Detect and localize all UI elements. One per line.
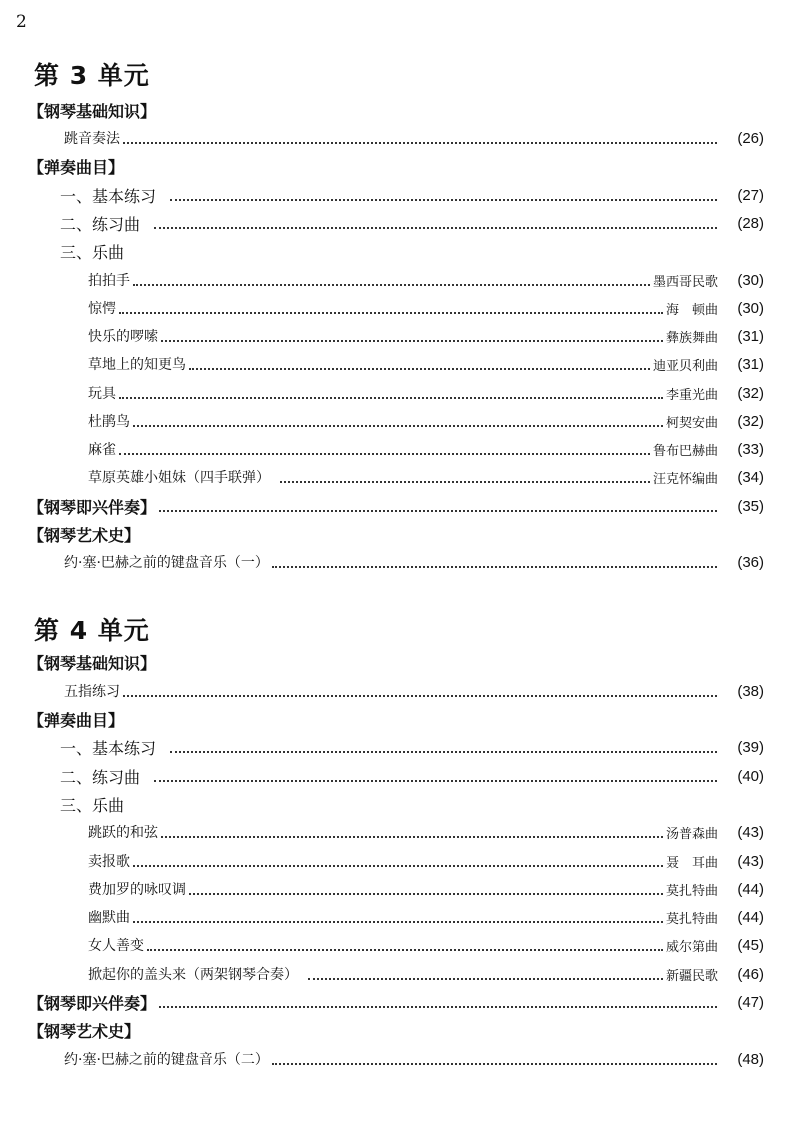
leader-dots [133,865,663,867]
song-title: 玩具 [88,386,116,402]
leader-dots [161,340,663,342]
accompaniment-heading: 【 钢琴即兴伴奏 】 [0,991,156,1014]
pieces-heading-label: 【 弹奏曲目 】 [0,155,124,178]
composer: 汪克怀编曲 [652,471,718,487]
song-entry[interactable] [0,322,790,350]
composer: 莫扎特曲 [665,911,718,927]
pieces-heading-label: 【 弹奏曲目 】 [0,708,124,731]
history-heading-label: 【 钢琴艺术史 】 [0,1019,140,1042]
song-title: 卖报歌 [88,854,130,870]
toc-entry[interactable] [0,548,790,576]
leader-dots [170,751,717,753]
song-title: 掀起你的盖头来（两架钢琴合奏） [88,967,298,983]
leader-dots [154,780,717,782]
page-ref: ( 45 ) [720,937,764,954]
leader-dots [133,921,663,923]
composer: 威尔第曲 [665,939,718,955]
page-ref: ( 38 ) [720,683,764,700]
song-title: 惊愕 [88,301,116,317]
page-ref: ( 31 ) [720,328,764,345]
page-ref: ( 32 ) [720,413,764,430]
leader-dots [308,978,663,980]
song-title: 女人善变 [88,938,144,954]
song-entry[interactable] [0,931,790,959]
leader-dots [147,949,663,951]
history-heading[interactable] [0,520,790,548]
page-ref: ( 40 ) [720,768,764,785]
page-ref: ( 31 ) [720,356,764,373]
page-ref: ( 32 ) [720,385,764,402]
entry-label: 约·塞·巴赫之前的键盘音乐（二） [64,1052,269,1068]
song-entry[interactable] [0,379,790,407]
song-title: 麻雀 [88,442,116,458]
toc-entry[interactable] [0,677,790,705]
page-ref: ( 39 ) [720,739,764,756]
song-entry[interactable] [0,435,790,463]
leader-dots [189,368,650,370]
entry-label: 跳音奏法 [64,131,120,147]
page-ref: ( 27 ) [720,187,764,204]
leader-dots [272,566,717,568]
composer: 鲁布巴赫曲 [652,443,718,459]
page-ref: ( 30 ) [720,272,764,289]
song-entry[interactable] [0,903,790,931]
basics-heading[interactable] [0,648,790,676]
song-title: 幽默曲 [88,910,130,926]
leader-dots [159,1006,717,1008]
song-title: 费加罗的咏叹调 [88,882,186,898]
accompaniment-entry[interactable] [0,492,790,520]
unit-title: 第 3 单元 [34,61,150,90]
song-entry[interactable] [0,875,790,903]
page-number: 2 [16,12,27,32]
page-ref: ( 44 ) [720,881,764,898]
song-entry[interactable] [0,294,790,322]
page-ref: ( 43 ) [720,853,764,870]
leader-dots [133,425,663,427]
history-heading[interactable] [0,1016,790,1044]
leader-dots [119,312,663,314]
entry-label: 二、练习曲 [60,767,141,787]
leader-dots [119,397,663,399]
accompaniment-heading: 【 钢琴即兴伴奏 】 [0,495,156,518]
composer: 汤普森曲 [665,826,718,842]
basics-heading-label: 【 钢琴基础知识 】 [0,99,156,122]
page-ref: ( 30 ) [720,300,764,317]
composer: 莫扎特曲 [665,883,718,899]
page-ref: ( 26 ) [720,130,764,147]
entry-label: 二、练习曲 [60,214,141,234]
page-ref: ( 46 ) [720,966,764,983]
song-title: 杜鹃鸟 [88,414,130,430]
leader-dots [170,199,717,201]
composer: 迪亚贝利曲 [652,358,718,374]
toc-entry[interactable] [0,181,790,209]
song-entry[interactable] [0,266,790,294]
song-entry[interactable] [0,463,790,491]
song-entry[interactable] [0,818,790,846]
entry-label: 一、基本练习 [60,738,157,758]
toc-entry[interactable] [0,124,790,152]
composer: 聂 耳曲 [665,855,718,871]
leader-dots [159,510,717,512]
leader-dots [161,836,663,838]
page-ref: ( 33 ) [720,441,764,458]
entry-label: 一、基本练习 [60,186,157,206]
composer: 李重光曲 [665,387,718,403]
page-ref: ( 47 ) [720,994,764,1011]
page-ref: ( 28 ) [720,215,764,232]
entry-label: 三、乐曲 [60,242,125,262]
leader-dots [119,453,650,455]
page-ref: ( 48 ) [720,1051,764,1068]
page-ref: ( 34 ) [720,469,764,486]
composer: 柯契安曲 [665,415,718,431]
song-title: 草原英雄小姐妹（四手联弹） [88,470,270,486]
leader-dots [133,284,650,286]
entry-label: 五指练习 [64,684,120,700]
page-ref: ( 35 ) [720,498,764,515]
song-title: 拍拍手 [88,273,130,289]
song-title: 跳跃的和弦 [88,825,158,841]
toc-entry[interactable] [0,209,790,237]
song-entry[interactable] [0,847,790,875]
page-ref: ( 36 ) [720,554,764,571]
composer: 海 顿曲 [665,302,718,318]
entry-label: 约·塞·巴赫之前的键盘音乐（一） [64,555,269,571]
pieces-heading[interactable] [0,152,790,180]
leader-dots [280,481,650,483]
toc-entry[interactable] [0,762,790,790]
toc-entry[interactable] [0,733,790,761]
leader-dots [123,695,717,697]
basics-heading[interactable] [0,96,790,124]
toc-entry[interactable] [0,790,790,818]
leader-dots [272,1063,717,1065]
basics-heading-label: 【 钢琴基础知识 】 [0,651,156,674]
composer: 新疆民歌 [665,968,718,984]
page-ref: ( 44 ) [720,909,764,926]
accompaniment-entry[interactable] [0,988,790,1016]
entry-label: 三、乐曲 [60,795,125,815]
pieces-heading[interactable] [0,705,790,733]
song-title: 草地上的知更鸟 [88,357,186,373]
toc-entry[interactable] [0,1045,790,1073]
leader-dots [154,227,717,229]
song-entry[interactable] [0,350,790,378]
leader-dots [189,893,663,895]
song-title: 快乐的啰嗦 [88,329,158,345]
toc-entry[interactable] [0,237,790,265]
history-heading-label: 【 钢琴艺术史 】 [0,523,140,546]
composer: 彝族舞曲 [665,330,718,346]
composer: 墨西哥民歌 [652,274,718,290]
page-ref: ( 43 ) [720,824,764,841]
leader-dots [123,142,717,144]
unit-title: 第 4 单元 [34,616,150,645]
song-entry[interactable] [0,960,790,988]
song-entry[interactable] [0,407,790,435]
